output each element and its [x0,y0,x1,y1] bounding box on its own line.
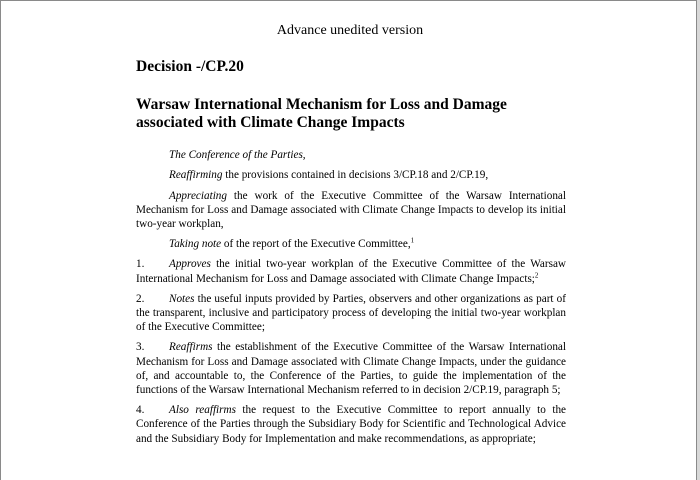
paragraph-number: 2. [136,292,145,305]
operative-paragraph-3 [136,340,566,397]
preamble-paragraph [136,148,566,162]
operative-text: the initial two-year workplan of the Executive Committee of the Warsaw International Mechanism for Loss and Damage associated with Climate Change Impacts; [136,258,566,285]
paragraph-number: 4. [136,404,145,417]
preamble-lead: Reaffirming [169,169,223,182]
preamble-text: the work of the Executive Committee of the Warsaw International Mechanism for Loss and Damage associated with Climate Change Impacts to develop its initial two-year workplan, [136,189,566,231]
preamble-lead: Appreciating [169,189,227,202]
preamble-text: of the report of the Executive Committee, [221,238,411,251]
footnote-ref[interactable]: 2 [534,270,539,279]
footnote-ref[interactable]: 1 [410,236,415,245]
operative-lead: Approves [169,258,211,271]
operative-paragraph-1 [136,257,566,285]
preamble-paragraph [136,168,566,182]
operative-text: the useful inputs provided by Parties, observers and other organizations as part of the transparent, inclusive and participatory process of developing the initial two-year workplan of the Executive Committee; [136,292,566,334]
title-line-1: Warsaw International Mechanism for Loss and Damage [136,96,507,114]
title-line-2: associated with Climate Change Impacts [136,114,405,132]
preamble-paragraph [136,237,566,251]
operative-lead: Also reaffirms [169,404,236,417]
decision-label: Decision -/CP.20 [136,58,244,75]
operative-paragraph-4 [136,403,566,446]
operative-lead: Notes [169,292,195,305]
operative-text: the request to the Executive Committee to report annually to the Conference of the Parties through the Subsidiary Body for Scientific and Technological Advice and the Subsidiary Body for Implementation and make recommendations, as appropriate; [136,404,567,445]
preamble-lead: Taking note [169,238,222,251]
paragraph-number: 3. [136,341,145,354]
operative-lead: Reaffirms [169,341,213,354]
preamble-lead: The Conference of the Parties, [169,149,306,162]
document-title [136,96,566,132]
preamble-text: the provisions contained in decisions 3/CP.18 and 2/CP.19, [222,169,489,182]
document-body [136,60,566,452]
paragraph-number: 1. [136,258,145,271]
version-header: Advance unedited version [276,23,424,38]
operative-text: the establishment of the Executive Committee of the Warsaw International Mechanism for Loss and Damage associated with Climate Change Impacts, under the guidance of, and accountable to, the Conference of the Parties, to guide the implementation of the functions of the Warsaw International Mechanism referred to in decision 2/CP.19, paragraph 5; [136,341,566,397]
operative-paragraph-2 [136,292,566,335]
preamble-paragraph [136,189,566,232]
